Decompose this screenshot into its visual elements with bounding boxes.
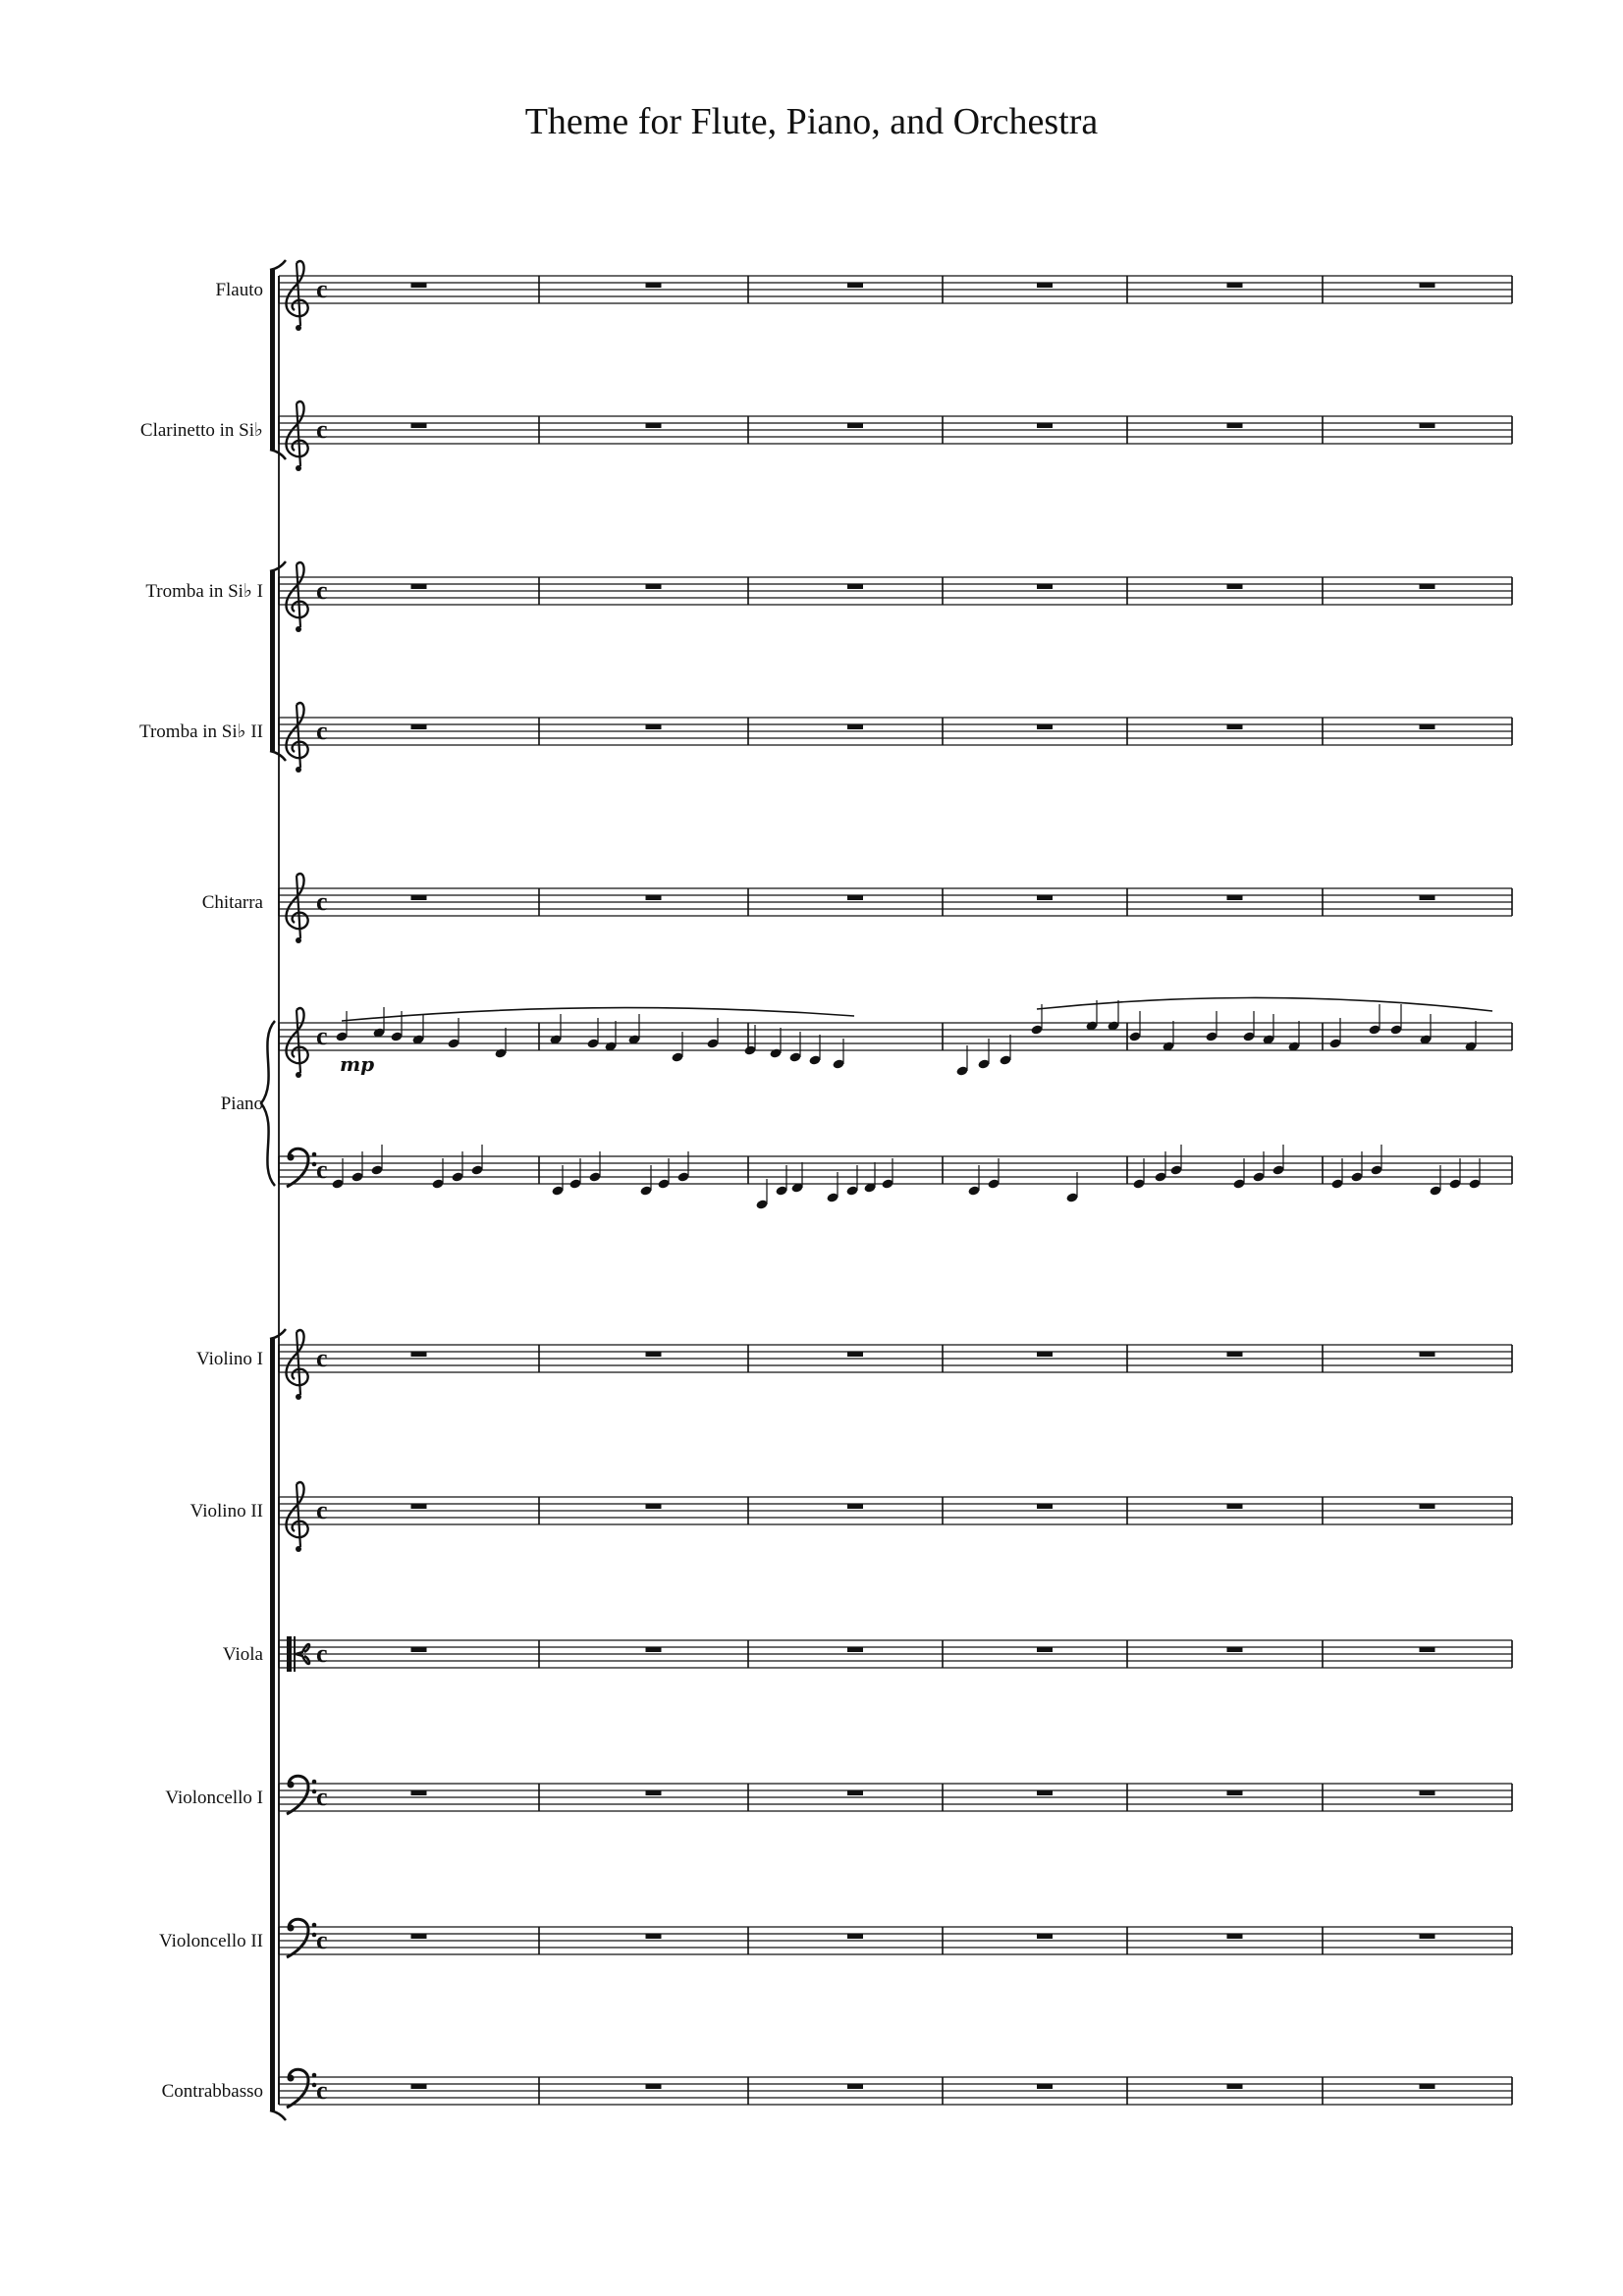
time-signature: c — [316, 1783, 328, 1811]
staff-tromba-in-si♭-i — [145, 562, 1512, 632]
whole-rest — [411, 895, 427, 900]
whole-rest — [847, 1790, 863, 1795]
whole-rest — [847, 283, 863, 288]
staff-label: Violoncello I — [165, 1788, 263, 1808]
time-signature: c — [316, 1155, 328, 1184]
whole-rest — [1227, 423, 1243, 428]
staff-label: Viola — [222, 1644, 263, 1665]
whole-rest — [646, 1504, 662, 1509]
whole-rest — [646, 1934, 662, 1939]
whole-rest — [847, 423, 863, 428]
whole-rest — [1420, 283, 1435, 288]
whole-rest — [1227, 1934, 1243, 1939]
staff-viola — [223, 1636, 1512, 1672]
whole-rest — [1037, 1790, 1053, 1795]
whole-rest — [1420, 1352, 1435, 1357]
whole-rest — [1037, 1504, 1053, 1509]
whole-rest — [411, 724, 427, 729]
whole-rest — [1227, 1790, 1243, 1795]
score-systems — [139, 260, 1512, 2120]
staff-label: Violino I — [196, 1349, 263, 1369]
whole-rest — [1420, 1647, 1435, 1652]
bass-clef-icon — [287, 2069, 316, 2108]
whole-rest — [1037, 1352, 1053, 1357]
whole-rest — [847, 584, 863, 589]
time-signature: c — [316, 1926, 328, 1954]
whole-rest — [1227, 1504, 1243, 1509]
staff-tromba-in-si♭-ii — [139, 703, 1512, 773]
staff-label: Contrabbasso — [161, 2081, 263, 2102]
staff-label: Piano — [220, 1094, 263, 1114]
whole-rest — [847, 1504, 863, 1509]
whole-rest — [411, 1647, 427, 1652]
whole-rest — [1420, 895, 1435, 900]
whole-rest — [411, 584, 427, 589]
score-title: Theme for Flute, Piano, and Orchestra — [524, 101, 1099, 142]
whole-rest — [1420, 584, 1435, 589]
time-signature: c — [316, 2076, 328, 2105]
whole-rest — [1227, 1647, 1243, 1652]
bass-clef-icon — [287, 1148, 316, 1187]
whole-rest — [1420, 1790, 1435, 1795]
whole-rest — [411, 1352, 427, 1357]
staff-flauto — [215, 261, 1512, 331]
whole-rest — [1037, 1934, 1053, 1939]
whole-rest — [847, 2084, 863, 2089]
time-signature: c — [316, 275, 328, 303]
whole-rest — [646, 584, 662, 589]
group-bracket — [270, 1329, 286, 2120]
whole-rest — [1420, 724, 1435, 729]
whole-rest — [1037, 423, 1053, 428]
whole-rest — [646, 423, 662, 428]
staff-violoncello-i — [165, 1776, 1512, 1814]
whole-rest — [646, 283, 662, 288]
whole-rest — [1420, 2084, 1435, 2089]
time-signature: c — [316, 1022, 328, 1050]
whole-rest — [411, 283, 427, 288]
staff-label: Violoncello II — [159, 1931, 263, 1951]
time-signature: c — [316, 415, 328, 444]
whole-rest — [646, 895, 662, 900]
time-signature: c — [316, 1496, 328, 1524]
whole-rest — [1037, 584, 1053, 589]
whole-rest — [1420, 1504, 1435, 1509]
whole-rest — [646, 1647, 662, 1652]
whole-rest — [1227, 283, 1243, 288]
staff-label: Flauto — [215, 280, 263, 300]
whole-rest — [1037, 1647, 1053, 1652]
whole-rest — [411, 2084, 427, 2089]
whole-rest — [847, 1647, 863, 1652]
whole-rest — [1227, 724, 1243, 729]
staff-violoncello-ii — [159, 1919, 1512, 1957]
whole-rest — [646, 2084, 662, 2089]
staff-label: Clarinetto in Si♭ — [139, 420, 263, 441]
time-signature: c — [316, 887, 328, 916]
whole-rest — [646, 1790, 662, 1795]
staff-label: Tromba in Si♭ II — [139, 721, 263, 742]
time-signature: c — [316, 1639, 328, 1668]
staff-chitarra — [202, 874, 1512, 943]
staff-label: Tromba in Si♭ I — [145, 581, 263, 602]
whole-rest — [847, 895, 863, 900]
staff-label: Violino II — [189, 1501, 263, 1522]
time-signature: c — [316, 1344, 328, 1372]
whole-rest — [1420, 1934, 1435, 1939]
piano-grand-staff — [221, 997, 1512, 1209]
staff-violino-i — [196, 1330, 1512, 1400]
staff-contrabbasso — [162, 2069, 1512, 2108]
staff-clarinetto-in-si♭ — [140, 401, 1512, 471]
whole-rest — [1037, 283, 1053, 288]
piano-brace — [261, 1021, 275, 1186]
whole-rest — [411, 1934, 427, 1939]
whole-rest — [1227, 1352, 1243, 1357]
whole-rest — [1420, 423, 1435, 428]
whole-rest — [1037, 895, 1053, 900]
whole-rest — [847, 1352, 863, 1357]
whole-rest — [847, 724, 863, 729]
whole-rest — [411, 1504, 427, 1509]
bass-clef-icon — [287, 1776, 316, 1814]
piano-dynamic: mp — [340, 1052, 375, 1076]
whole-rest — [847, 1934, 863, 1939]
whole-rest — [1037, 724, 1053, 729]
whole-rest — [1227, 895, 1243, 900]
time-signature: c — [316, 576, 328, 605]
whole-rest — [1227, 2084, 1243, 2089]
whole-rest — [1227, 584, 1243, 589]
staff-label: Chitarra — [201, 892, 263, 913]
whole-rest — [646, 724, 662, 729]
staff-violino-ii — [190, 1482, 1512, 1552]
time-signature: c — [316, 717, 328, 745]
slur — [1037, 997, 1492, 1011]
whole-rest — [411, 1790, 427, 1795]
whole-rest — [646, 1352, 662, 1357]
whole-rest — [411, 423, 427, 428]
whole-rest — [1037, 2084, 1053, 2089]
bass-clef-icon — [287, 1919, 316, 1957]
